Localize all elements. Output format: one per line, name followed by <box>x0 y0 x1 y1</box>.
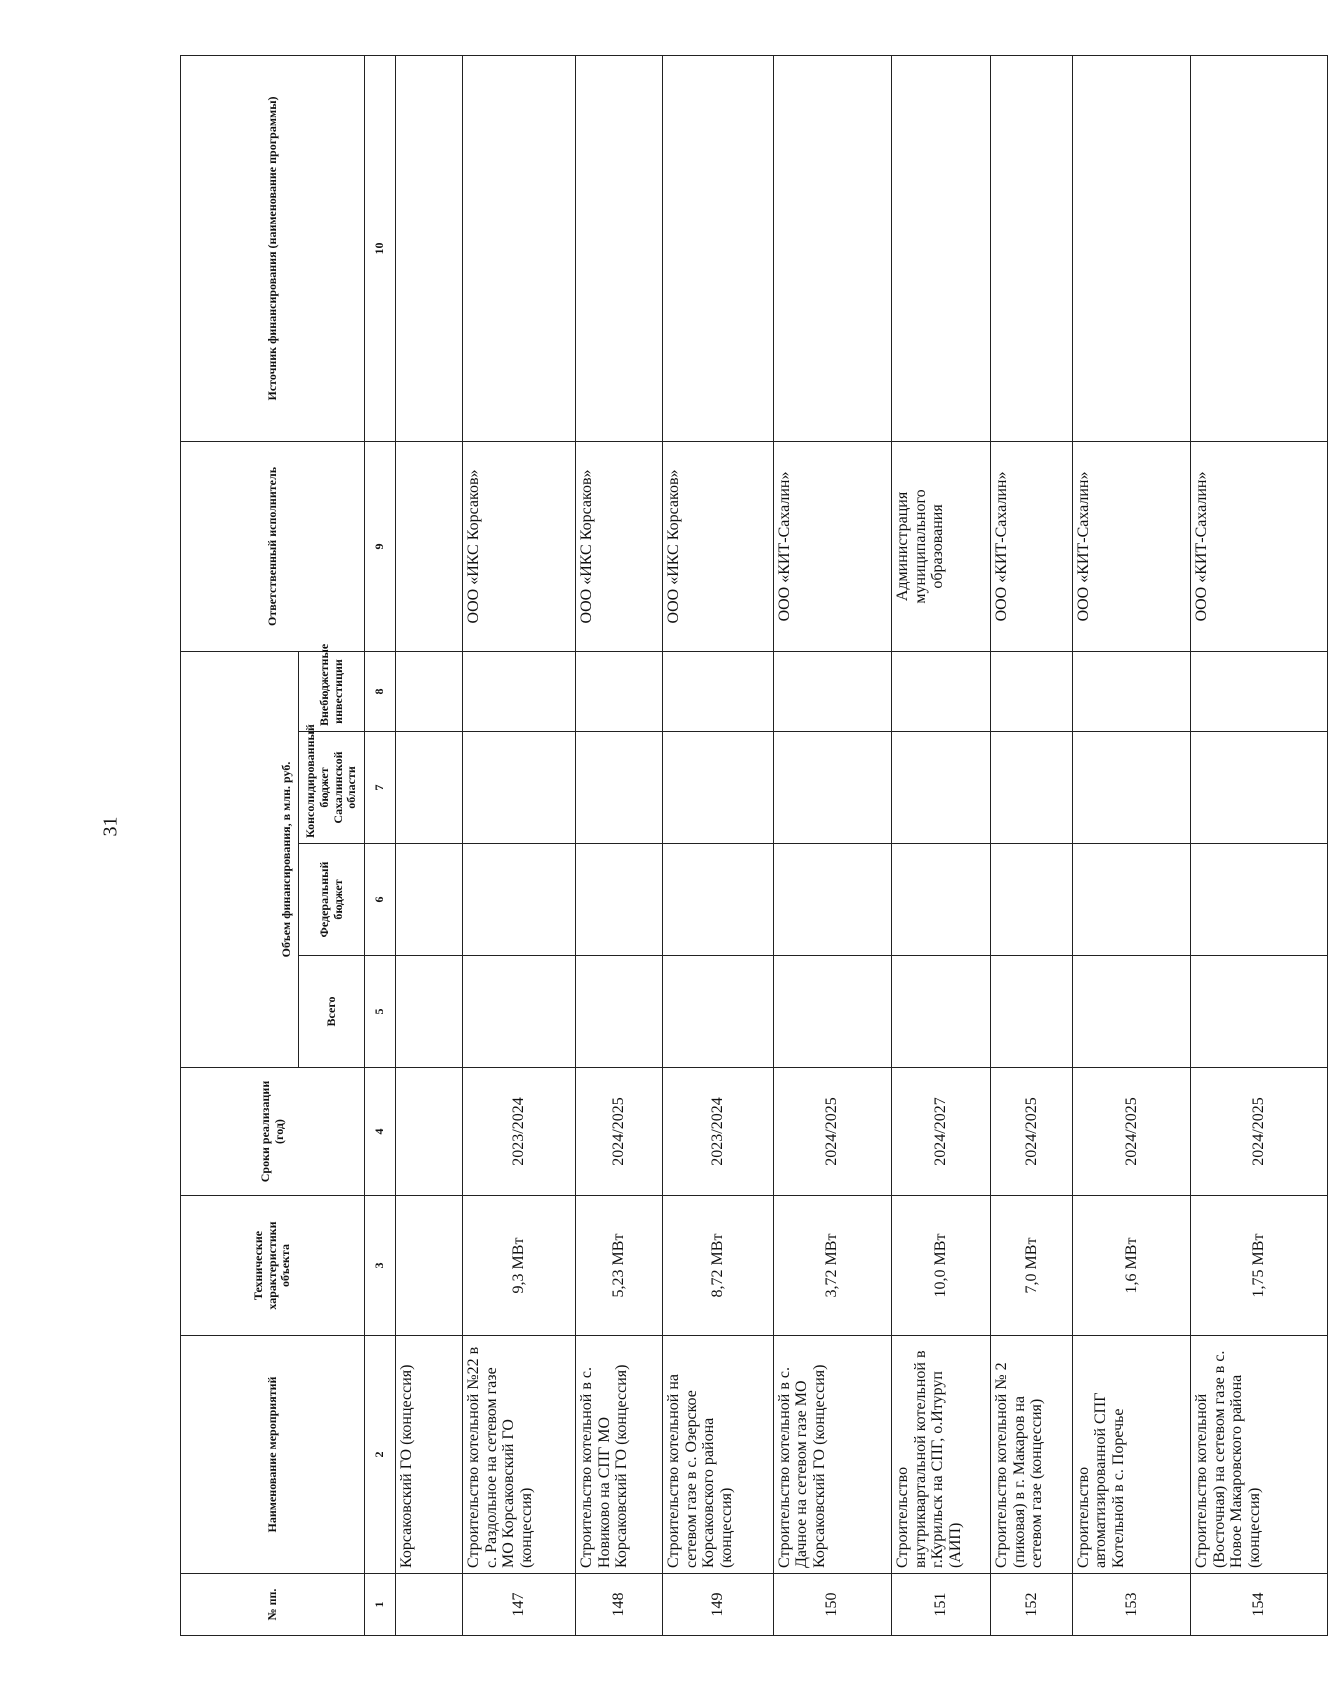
row-period: 2024/2025 <box>1191 1068 1328 1196</box>
header-regional: Консолидированный бюджет Сахалинской области <box>299 732 365 844</box>
row-name: Строительство котельной в с. Новиково на СПГ МО Корсаковский ГО (концессия) <box>576 1336 663 1574</box>
column-number: 3 <box>365 1196 396 1336</box>
row-executor: ООО «ИКС Корсаков» <box>576 441 663 651</box>
row-executor: ООО «ИКС Корсаков» <box>463 441 576 651</box>
column-number: 7 <box>365 732 396 844</box>
table-row <box>576 55 663 1635</box>
row-period: 2024/2027 <box>891 1068 990 1196</box>
header-executor: Ответственный исполнитель <box>181 441 365 651</box>
row-total <box>891 956 990 1068</box>
row-offbudget <box>1191 651 1328 731</box>
row-total <box>991 956 1073 1068</box>
row-offbudget <box>773 651 891 731</box>
column-number: 10 <box>365 55 396 441</box>
header-row <box>181 55 299 1635</box>
table-row <box>463 55 576 1635</box>
header-tech: Технические характеристики объекта <box>181 1196 365 1336</box>
table-row <box>891 55 990 1635</box>
row-executor: ООО «КИТ-Сахалин» <box>1191 441 1328 651</box>
row-federal <box>663 844 774 956</box>
row-period: 2023/2024 <box>663 1068 774 1196</box>
row-total <box>1072 956 1190 1068</box>
row-tech: 7,0 МВт <box>991 1196 1073 1336</box>
row-source <box>991 55 1073 441</box>
header-num: № пп. <box>181 1574 365 1636</box>
column-number: 8 <box>365 651 396 731</box>
row-total <box>463 956 576 1068</box>
row-period: 2024/2025 <box>576 1068 663 1196</box>
row-source <box>576 55 663 441</box>
row-tech: 1,6 МВт <box>1072 1196 1190 1336</box>
row-period: 2024/2025 <box>1072 1068 1190 1196</box>
row-tech: 9,3 МВт <box>463 1196 576 1336</box>
row-tech: 8,72 МВт <box>663 1196 774 1336</box>
row-federal <box>576 844 663 956</box>
row-total <box>773 956 891 1068</box>
row-number: 148 <box>576 1574 663 1636</box>
row-offbudget <box>663 651 774 731</box>
header-source: Источник финансирования (наименование программы) <box>181 55 365 441</box>
row-regional <box>891 732 990 844</box>
row-period: 2023/2024 <box>463 1068 576 1196</box>
page-number: 31 <box>99 816 122 837</box>
row-offbudget <box>991 651 1073 731</box>
row-number: 152 <box>991 1574 1073 1636</box>
column-number: 5 <box>365 956 396 1068</box>
table-row <box>663 55 774 1635</box>
row-number: 153 <box>1072 1574 1190 1636</box>
row-number: 150 <box>773 1574 891 1636</box>
row-source <box>891 55 990 441</box>
row-number: 151 <box>891 1574 990 1636</box>
row-source <box>773 55 891 441</box>
region-blank-cell <box>396 1574 463 1636</box>
row-regional <box>1072 732 1190 844</box>
table-row <box>1191 55 1328 1635</box>
row-executor: ООО «КИТ-Сахалин» <box>1072 441 1190 651</box>
row-name: Строительство котельной (Восточная) на сетевом газе в с. Новое Макаровского района (концессия) <box>1191 1336 1328 1574</box>
row-number: 149 <box>663 1574 774 1636</box>
table-row <box>991 55 1073 1635</box>
row-offbudget <box>1072 651 1190 731</box>
funding-table <box>180 55 1328 1636</box>
row-period: 2024/2025 <box>991 1068 1073 1196</box>
row-name: Строительство автоматизированной СПГ Котельной в с. Поречье <box>1072 1336 1190 1574</box>
table-row <box>773 55 891 1635</box>
row-regional <box>576 732 663 844</box>
row-executor: ООО «КИТ-Сахалин» <box>773 441 891 651</box>
row-offbudget <box>463 651 576 731</box>
row-name: Строительство внутриквартальной котельной в г.Курильск на СПГ, о.Итуруп (АИП) <box>891 1336 990 1574</box>
region-title: Корсаковский ГО (концессия) <box>396 1336 463 1574</box>
row-name: Строительство котельной №22 в с. Раздольное на сетевом газе МО Корсаковский ГО (концессия) <box>463 1336 576 1574</box>
row-source <box>463 55 576 441</box>
column-number: 6 <box>365 844 396 956</box>
header-offbudget: Внебюджетные инвестиции <box>299 651 365 731</box>
row-offbudget <box>576 651 663 731</box>
row-total <box>663 956 774 1068</box>
row-source <box>1191 55 1328 441</box>
row-tech: 5,23 МВт <box>576 1196 663 1336</box>
row-total <box>1191 956 1328 1068</box>
row-regional <box>991 732 1073 844</box>
rotated-table-wrapper <box>180 56 1328 1636</box>
region-row <box>396 55 463 1635</box>
row-federal <box>891 844 990 956</box>
row-federal <box>1072 844 1190 956</box>
row-number: 154 <box>1191 1574 1328 1636</box>
row-name: Строительство котельной на сетевом газе в с. Озерское Корсаковского района (концессия) <box>663 1336 774 1574</box>
row-regional <box>463 732 576 844</box>
row-federal <box>463 844 576 956</box>
row-tech: 1,75 МВт <box>1191 1196 1328 1336</box>
column-number: 2 <box>365 1336 396 1574</box>
row-executor: ООО «КИТ-Сахалин» <box>991 441 1073 651</box>
header-federal: Федеральный бюджет <box>299 844 365 956</box>
header-total: Всего <box>299 956 365 1068</box>
row-name: Строительство котельной № 2 (пиковая) в г. Макаров на сетевом газе (концессия) <box>991 1336 1073 1574</box>
row-offbudget <box>891 651 990 731</box>
row-executor: ООО «ИКС Корсаков» <box>663 441 774 651</box>
row-regional <box>1191 732 1328 844</box>
column-number-row <box>365 55 396 1635</box>
row-tech: 10,0 МВт <box>891 1196 990 1336</box>
row-name: Строительство котельной в с. Дачное на сетевом газе МО Корсаковский ГО (концессия) <box>773 1336 891 1574</box>
header-name: Наименование мероприятий <box>181 1336 365 1574</box>
row-number: 147 <box>463 1574 576 1636</box>
column-number: 9 <box>365 441 396 651</box>
header-funding-group: Объем финансирования, в млн. руб. <box>181 651 299 1067</box>
column-number: 1 <box>365 1574 396 1636</box>
table-row <box>1072 55 1190 1635</box>
row-regional <box>663 732 774 844</box>
row-federal <box>1191 844 1328 956</box>
row-source <box>1072 55 1190 441</box>
row-tech: 3,72 МВт <box>773 1196 891 1336</box>
row-period: 2024/2025 <box>773 1068 891 1196</box>
header-period: Сроки реализации (год) <box>181 1068 365 1196</box>
column-number: 4 <box>365 1068 396 1196</box>
row-executor: Администрация муниципального образования <box>891 441 990 651</box>
row-federal <box>773 844 891 956</box>
row-regional <box>773 732 891 844</box>
row-source <box>663 55 774 441</box>
row-federal <box>991 844 1073 956</box>
row-total <box>576 956 663 1068</box>
